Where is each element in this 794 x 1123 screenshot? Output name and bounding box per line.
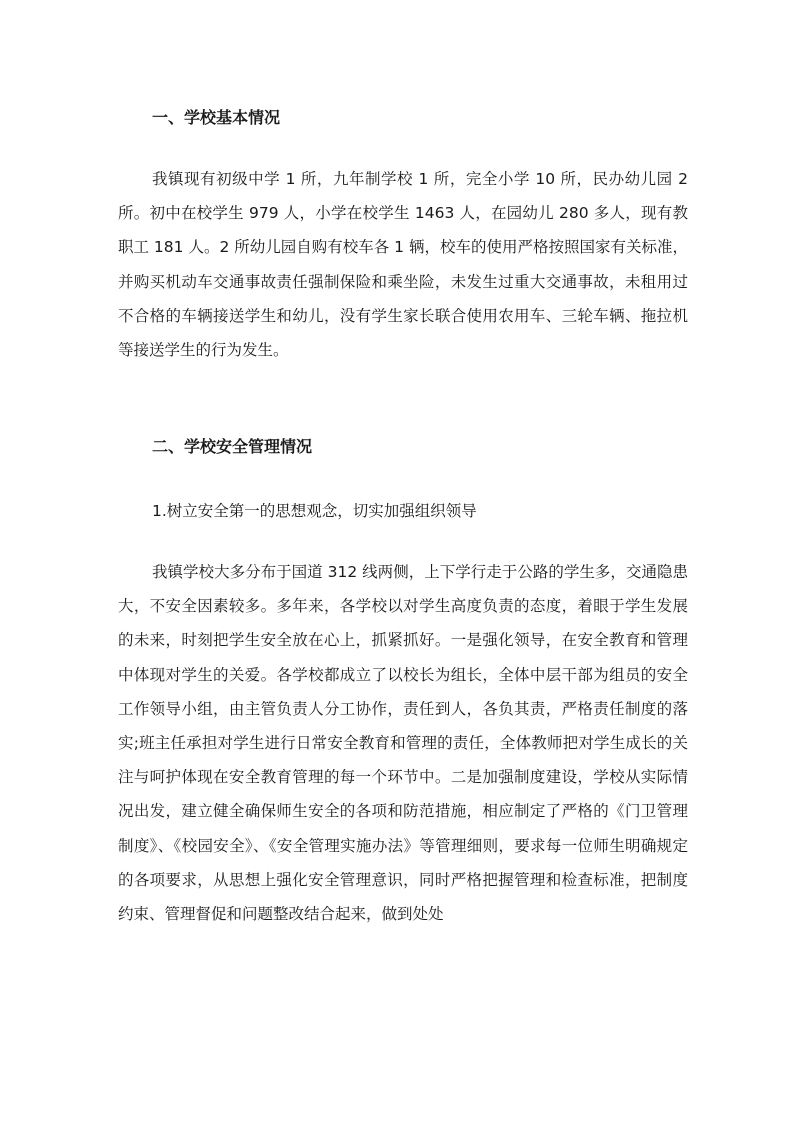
paragraph-basic-info: 我镇现有初级中学 1 所，九年制学校 1 所，完全小学 10 所，民办幼儿园 2 所。初中在校学生 979 人，小学在校学生 1463 人，在园幼儿 280 多人，现有教职工 181 人。2 所幼儿园自购有校车各 1 辆，校车的使用严格按照国家有关标准，并购买机动车交通事故责任强制保险和乘坐险，未发生过重大交通事故，未租用过不合格的车辆接送学生和幼儿，没有学生家长联合使用农用车、三轮车辆、拖拉机等接送学生的行为发生。 bbox=[118, 170, 688, 360]
paragraph-safety-management: 我镇学校大多分布于国道 312 线两侧，上下学行走于公路的学生多，交通隐患大，不安全因素较多。多年来，各学校以对学生高度负责的态度，着眼于学生发展的未来，时刻把学生安全放在心上，抓紧抓好。一是强化领导，在安全教育和管理中体现对学生的关爱。各学校都成立了以校长为组长，全体中层干部为组员的安全工作领导小组，由主管负责人分工协作，责任到人，各负其责，严格责任制度的落实;班主任承担对学生进行日常安全教育和管理的责任，全体教师把对学生成长的关注与呵护体现在安全教育管理的每一个环节中。二是加强制度建设，学校从实际情况出发，建立健全确保师生安全的各项和防范措施，相应制定了严格的《门卫管理制度》、《校园安全》、《安全管理实施办法》等管理细则，要求每一位师生明确规定的各项要求，从思想上强化安全管理意识，同时严格把握管理和检查标准，把制度约束、管理督促和问题整改结合起来，做到处处 bbox=[118, 563, 688, 924]
section-heading-basic-info: 一、学校基本情况 bbox=[152, 108, 281, 127]
subheading-safety-first: 1.树立安全第一的思想观念，切实加强组织领导 bbox=[152, 502, 477, 520]
section-heading-safety-management: 二、学校安全管理情况 bbox=[152, 437, 313, 456]
